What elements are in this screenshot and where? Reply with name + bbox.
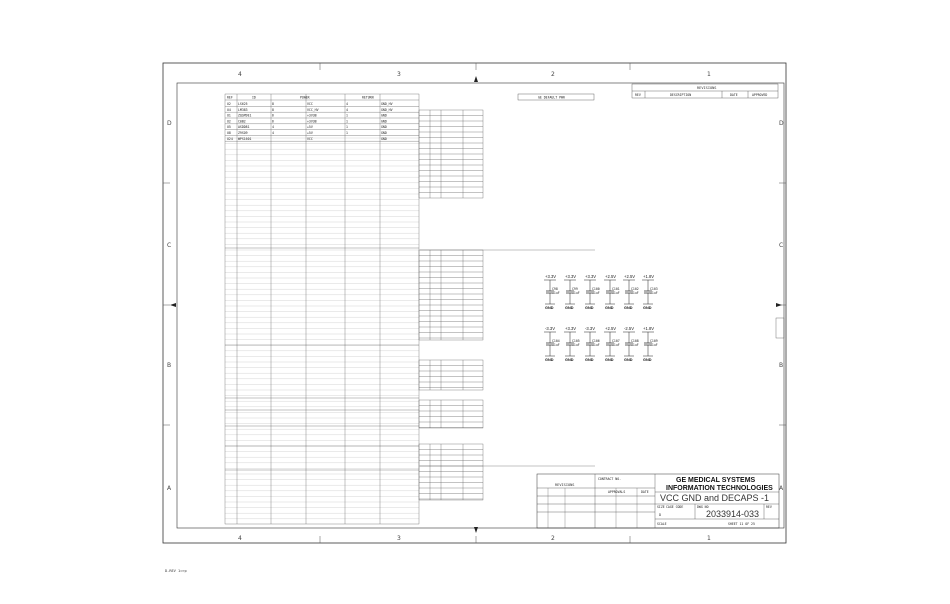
revisions-block — [632, 84, 778, 98]
power-table-cell-power: +5V — [307, 131, 313, 135]
decap-gnd-label: GND — [585, 358, 594, 362]
decap-gnd-label: GND — [624, 358, 633, 362]
power-table-cell-power: +3V3B — [307, 119, 317, 124]
power-table-cell-power: +3V3B — [307, 113, 317, 118]
zone-label-left-a: A — [167, 485, 172, 492]
decap-ref: C108 — [631, 339, 639, 343]
center-arrow-top — [474, 76, 478, 82]
decap-ref: C107 — [612, 339, 620, 343]
decap-value: .1uF — [650, 291, 658, 295]
power-table-cell-id: ASDD81 — [238, 125, 250, 130]
outer-border — [163, 63, 786, 543]
power-table-cell-return: GND — [381, 113, 387, 118]
power-table-cell-id: Z9SO9 — [238, 131, 248, 135]
cap-list-frame — [419, 444, 483, 500]
title-approvals-label: APPROVALS — [608, 490, 626, 494]
zone-label-bottom-4: 4 — [238, 535, 242, 542]
zone-ticks — [163, 63, 786, 543]
title-sheet-label: SHEET 11 OF 25 — [728, 522, 755, 526]
power-table-cell-retpin: 1 — [346, 125, 348, 130]
zone-label-top-2: 2 — [551, 71, 555, 78]
power-table-cell-id: ZQSM9E1 — [238, 113, 252, 118]
decap-ref: C99 — [572, 287, 578, 291]
cap-list-frame — [419, 400, 483, 428]
zone-label-top-3: 3 — [397, 71, 401, 78]
decap-rail-label: +3.3V — [585, 274, 597, 279]
decap-gnd-label: GND — [545, 358, 554, 362]
title-scale-label: SCALE — [657, 522, 667, 526]
zone-label-top-1: 1 — [707, 71, 711, 78]
zone-label-left-c: C — [167, 242, 172, 249]
decap-rail-label: +3.3V — [565, 326, 577, 331]
title-rev-label: REV — [766, 505, 772, 509]
power-table-cell-return: GND — [381, 131, 387, 135]
decap-ref: C109 — [650, 339, 658, 343]
decap-ref: C101 — [612, 287, 620, 291]
zone-label-bottom-1: 1 — [707, 535, 711, 542]
power-table-cell-id: WPS1601 — [238, 136, 252, 141]
decap-value: .1uF — [631, 291, 639, 295]
power-table-cell-pin: 4 — [272, 125, 274, 130]
cap-reference-lists — [419, 110, 483, 500]
power-table-cell-retpin: 4 — [346, 107, 348, 112]
decap-ref: C103 — [650, 287, 658, 291]
center-arrow-right — [776, 303, 782, 307]
zone-label-top-4: 4 — [238, 71, 242, 78]
power-table-cell-return: GND — [381, 119, 387, 124]
power-table-frame — [225, 94, 419, 524]
power-table-cell-retpin: 4 — [346, 102, 348, 106]
power-table-cell-return: GND — [381, 125, 387, 130]
power-table — [225, 94, 419, 524]
title-dwg-label: DWG NO — [697, 505, 709, 509]
power-table-cell-power: +5V — [307, 125, 313, 130]
power-table-cell-power: VCC — [307, 102, 313, 106]
power-table-cell-return: GND — [381, 136, 387, 141]
decap-rail-label: -3.3V — [585, 326, 596, 331]
power-table-cell-retpin: 1 — [346, 131, 348, 135]
decap-gnd-label: GND — [624, 306, 633, 310]
power-table-cell-ref: U2 — [227, 102, 231, 106]
decap-rail-label: +2.5V — [605, 274, 617, 279]
center-arrow-bottom — [474, 527, 478, 533]
decap-gnd-label: GND — [605, 358, 614, 362]
title-contract-label: CONTRACT NO. — [598, 477, 622, 481]
center-arrow-left — [170, 303, 176, 307]
power-table-cell-id: LM383 — [238, 107, 248, 112]
decap-value: .1uF — [612, 291, 620, 295]
title-company-line2: INFORMATION TECHNOLOGIES — [666, 485, 773, 492]
decap-value: .1uF — [592, 343, 600, 347]
decap-gnd-label: GND — [643, 306, 652, 310]
decap-rail-label: +3.3V — [545, 274, 557, 279]
decap-ref: C98 — [552, 287, 558, 291]
decap-ref: C104 — [552, 339, 560, 343]
power-table-cell-ref: U4 — [227, 107, 231, 112]
power-table-cell-pin: 6 — [272, 119, 274, 124]
decap-rail-label: -3.3V — [545, 326, 556, 331]
power-table-cell-power: VCC — [307, 136, 313, 141]
zone-label-right-a: A — [779, 485, 784, 492]
decap-gnd-label: GND — [565, 358, 574, 362]
power-table-header-return: RETURN — [362, 95, 374, 100]
power-table-header-ref: REF — [227, 95, 233, 100]
revisions-col-approved: APPROVED — [752, 93, 768, 97]
zone-label-right-d: D — [779, 120, 784, 127]
zone-label-left-d: D — [167, 120, 172, 127]
power-table-cell-power: VCC_HV — [307, 107, 319, 112]
power-table-cell-id: LS625 — [238, 102, 248, 106]
corner-note: D-REV 1=>p — [165, 569, 187, 573]
title-size-label: SIZE — [657, 505, 665, 509]
power-table-cell-ref: U5 — [227, 125, 231, 130]
power-table-cell-ref: U2 — [227, 119, 231, 124]
decap-ref: C106 — [592, 339, 600, 343]
decap-rail-label: +2.5V — [605, 326, 617, 331]
decap-rail-label: +1.8V — [643, 326, 655, 331]
title-revisions-label: REVISIONS — [555, 483, 575, 487]
power-table-cell-return: GND_HV — [381, 107, 393, 112]
power-table-cell-retpin: 1 — [346, 119, 348, 124]
power-table-cell-id: C0B2 — [238, 119, 246, 124]
decap-gnd-label: GND — [605, 306, 614, 310]
decap-value: .1uF — [572, 343, 580, 347]
cap-list-frame — [419, 250, 483, 340]
power-table-cell-pin: 6 — [272, 113, 274, 118]
revisions-col-description: DESCRIPTION — [670, 93, 692, 97]
cap-list-frame — [419, 360, 483, 390]
title-cage-label: CAGE CODE — [666, 505, 684, 509]
decap-value: .1uF — [552, 343, 560, 347]
decap-rail-label: +3.3V — [565, 274, 577, 279]
decap-gnd-label: GND — [643, 358, 652, 362]
decap-ref: C100 — [592, 287, 600, 291]
decap-gnd-label: GND — [565, 306, 574, 310]
title-drawing-title: VCC GND and DECAPS -1 — [660, 493, 770, 503]
zone-label-bottom-3: 3 — [397, 535, 401, 542]
decap-gnd-label: GND — [545, 306, 554, 310]
decap-rail-label: +2.5V — [624, 274, 636, 279]
decap-value: .1uF — [612, 343, 620, 347]
power-table-cell-ref: U1 — [227, 113, 231, 118]
power-table-cell-pin: 4 — [272, 131, 274, 135]
decap-rail-label: +1.8V — [643, 274, 655, 279]
decap-value: .1uF — [592, 291, 600, 295]
zone-label-bottom-2: 2 — [551, 535, 555, 542]
revisions-title: REVISIONS — [697, 86, 717, 90]
decap-value: .1uF — [650, 343, 658, 347]
edge-tab — [776, 318, 784, 338]
power-table-header-power: POWER — [300, 95, 310, 100]
inner-border — [177, 83, 784, 528]
decap-gnd-label: GND — [585, 306, 594, 310]
power-table-cell-ref: U8 — [227, 131, 231, 135]
zone-label-left-b: B — [167, 362, 172, 369]
decap-value: .1uF — [572, 291, 580, 295]
revisions-col-date: DATE — [730, 93, 738, 97]
decap-group-bottom — [544, 326, 658, 362]
title-size-value: D — [659, 513, 662, 517]
revisions-col-rev: REV — [635, 93, 641, 97]
decap-group-top — [544, 274, 658, 310]
power-table-cell-return: GND_HV — [381, 102, 393, 106]
decap-rail-label: -2.5V — [624, 326, 635, 331]
title-block — [537, 474, 779, 528]
zone-label-right-b: B — [779, 362, 784, 369]
title-company-line1: GE MEDICAL SYSTEMS — [676, 477, 756, 484]
power-table-cell-ref: U24 — [227, 136, 233, 141]
power-table-header-id: ID — [252, 95, 256, 100]
power-table-cell-retpin: 1 — [346, 113, 348, 118]
decap-ref: C105 — [572, 339, 580, 343]
title-drawing-number: 2033914-033 — [706, 509, 760, 519]
decap-ref: C102 — [631, 287, 639, 291]
decap-value: .1uF — [552, 291, 560, 295]
zone-label-right-c: C — [779, 242, 784, 249]
power-table-cell-pin: 8 — [272, 102, 274, 106]
power-table-cell-pin: 8 — [272, 107, 274, 112]
title-date-label: DATE — [641, 490, 649, 494]
header-label: GE DEFAULT PWR — [538, 95, 565, 100]
decap-value: .1uF — [631, 343, 639, 347]
